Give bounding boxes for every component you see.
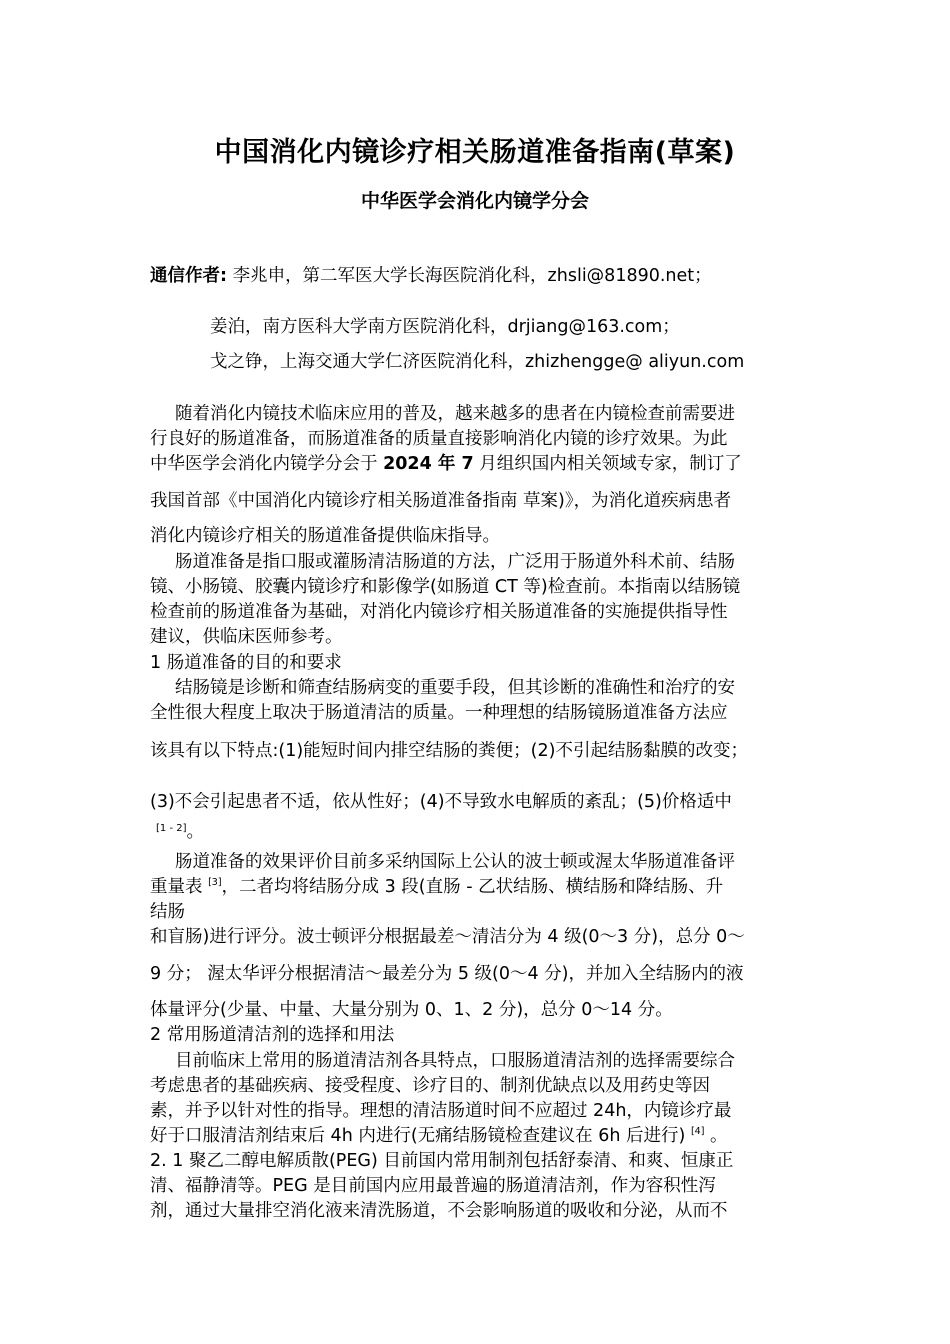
intro-line-4: 我国首部《中国消化内镜诊疗相关肠道准备指南 草案)》，为消化道疾病患者 xyxy=(150,491,732,511)
section-2-heading: 2 常用肠道清洁剂的选择和用法 xyxy=(150,1025,395,1045)
citation-4: [4] xyxy=(690,1126,705,1138)
para6-line-2: 清、福静清等。PEG 是目前国内应用最普遍的肠道清洁剂，作为容积性泻 xyxy=(150,1176,716,1196)
para4-line-1: 肠道准备的效果评价目前多采纳国际上公认的波士顿或渥太华肠道准备评 xyxy=(175,852,735,872)
para6-line-3: 剂，通过大量排空消化液来清洗肠道，不会影响肠道的吸收和分泌，从而不 xyxy=(150,1201,728,1221)
para4-line-6: 体量评分(少量、中量、大量分别为 0、1、2 分)，总分 0～14 分。 xyxy=(150,1000,673,1020)
author-2: 姜泊，南方医科大学南方医院消化科，drjiang@163.com； xyxy=(210,317,680,337)
para2-line-3: 检查前的肠道准备为基础，对消化内镜诊疗相关肠道准备的实施提供指导性 xyxy=(150,602,728,622)
intro-line-1: 随着消化内镜技术临床应用的普及，越来越多的患者在内镜检查前需要进 xyxy=(175,404,735,424)
author-1: 李兆申，第二军医大学长海医院消化科，zhsli@81890.net； xyxy=(227,266,712,286)
section-1-heading: 1 肠道准备的目的和要求 xyxy=(150,653,342,673)
para2-line-1: 肠道准备是指口服或灌肠清洁肠道的方法，广泛用于肠道外科术前、结肠 xyxy=(175,552,735,572)
para4-line-3: 结肠 xyxy=(150,902,185,922)
para5-line-2: 考虑患者的基础疾病、接受程度、诊疗目的、制剂优缺点以及用药史等因 xyxy=(150,1076,710,1096)
author-line-1 xyxy=(150,262,712,287)
para3-ref-line xyxy=(156,818,204,843)
para3-end: 。 xyxy=(186,822,204,842)
intro-line-5: 消化内镜诊疗相关的肠道准备提供临床指导。 xyxy=(150,526,500,546)
intro-line-3a: 中华医学会消化内镜学分会于 xyxy=(150,454,384,474)
para4-line-2 xyxy=(150,873,723,898)
para3-line-4: (3)不会引起患者不适，依从性好；(4)不导致水电解质的紊乱；(5)价格适中 xyxy=(150,792,732,812)
para3-line-2: 全性很大程度上取决于肠道清洁的质量。一种理想的结肠镜肠道准备方法应 xyxy=(150,703,728,723)
author-3: 戈之铮，上海交通大学仁济医院消化科，zhizhengge@ aliyun.com xyxy=(210,352,745,372)
citation-3: [3] xyxy=(208,877,222,889)
para5-line-4 xyxy=(150,1122,727,1147)
para3-line-1: 结肠镜是诊断和筛查结肠病变的重要手段，但其诊断的准确性和治疗的安 xyxy=(175,678,735,698)
intro-line-3 xyxy=(150,450,742,475)
para5-line-4a: 好于口服清洁剂结束后 4h 内进行(无痛结肠镜检查建议在 6h 后进行) xyxy=(150,1126,686,1146)
para5-line-1: 目前临床上常用的肠道清洁剂各具特点，口服肠道清洁剂的选择需要综合 xyxy=(175,1051,735,1071)
para4-line-4: 和盲肠)进行评分。波士顿评分根据最差～清洁分为 4 级(0～3 分)，总分 0～ xyxy=(150,927,745,947)
para5-line-3: 素，并予以针对性的指导。理想的清洁肠道时间不应超过 24h，内镜诊疗最 xyxy=(150,1101,732,1121)
para6-line-1: 2. 1 聚乙二醇电解质散(PEG) 目前国内常用制剂包括舒泰清、和爽、恒康正 xyxy=(150,1151,734,1171)
para4-line-5: 9 分； 渥太华评分根据清洁～最差分为 5 级(0～4 分)，并加入全结肠内的液 xyxy=(150,964,744,984)
para2-line-4: 建议，供临床医师参考。 xyxy=(150,627,343,647)
para2-line-2: 镜、小肠镜、胶囊内镜诊疗和影像学(如肠道 CT 等)检查前。本指南以结肠镜 xyxy=(150,577,741,597)
document-title: 中国消化内镜诊疗相关肠道准备指南(草案) xyxy=(214,137,736,168)
para4-line-2a: 重量表 xyxy=(150,877,203,897)
intro-date: 2024 年 7 xyxy=(383,454,474,474)
para3-line-3: 该具有以下特点:(1)能短时间内排空结肠的粪便；(2)不引起结肠黏膜的改变； xyxy=(150,741,748,761)
author-label: 通信作者: xyxy=(150,266,227,286)
intro-line-2: 行良好的肠道准备，而肠道准备的质量直接影响消化内镜的诊疗效果。为此 xyxy=(150,429,728,449)
document-subtitle: 中华医学会消化内镜学分会 xyxy=(360,190,589,212)
para4-line-2b: ，二者均将结肠分成 3 段(直肠 - 乙状结肠、横结肠和降结肠、升 xyxy=(221,877,724,897)
citation-1-2: [1 - 2] xyxy=(156,823,187,834)
para5-line-4b: 。 xyxy=(709,1126,728,1146)
intro-line-3c: 月组织国内相关领域专家，制订了 xyxy=(473,454,742,474)
